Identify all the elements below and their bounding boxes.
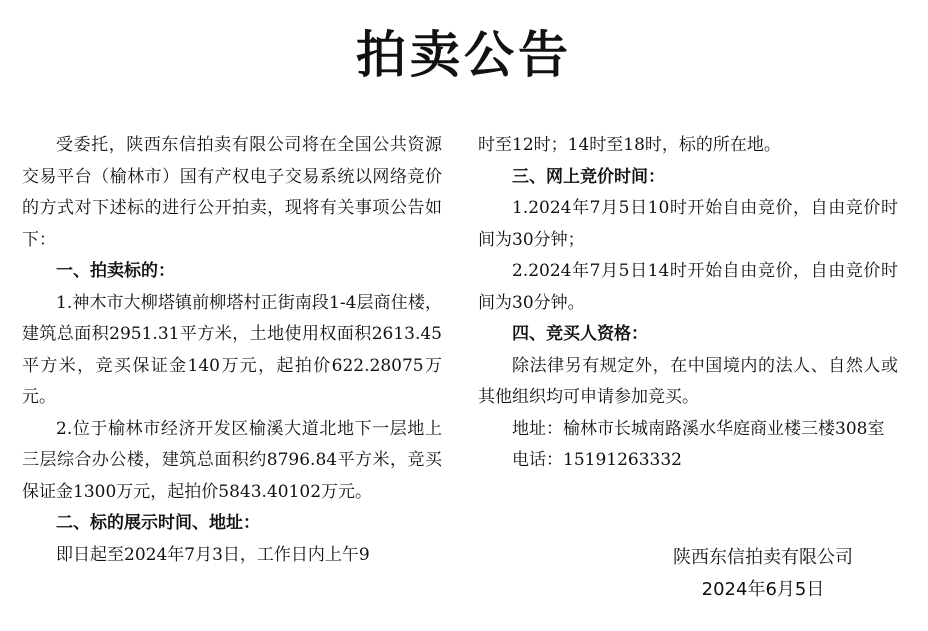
signoff-company: 陕西东信拍卖有限公司	[673, 547, 853, 568]
auction-item-1: 1.神木市大柳塔镇前柳塔村正街南段1-4层商住楼，建筑总面积2951.31平方米，土地使用权面积2613.45平方米，竞买保证金140万元，起拍价622.28075万元。	[22, 292, 442, 407]
section-heading-bidder-qualification: 四、竞买人资格：	[512, 324, 648, 344]
bidding-session-1: 1.2024年7月5日10时开始自由竞价，自由竞价时间为30分钟；	[478, 198, 898, 250]
contact-address: 地址：榆林市长城南路溪水华庭商业楼三楼308室	[512, 418, 885, 439]
bidding-session-2: 2.2024年7月5日14时开始自由竞价，自由竞价时间为30分钟。	[478, 261, 898, 313]
qualification-paragraph: 除法律另有规定外，在中国境内的法人、自然人或其他组织均可申请参加竞买。	[478, 355, 898, 407]
section-heading-display-time: 二、标的展示时间、地址：	[56, 513, 260, 533]
display-time-paragraph: 即日起至2024年7月3日，工作日内上午9	[56, 544, 370, 565]
display-time-continuation: 时至12时；14时至18时，标的所在地。	[478, 135, 781, 155]
left-column	[22, 130, 442, 571]
section-heading-bidding-time: 三、网上竞价时间：	[512, 166, 665, 187]
contact-phone: 电话：15191263332	[512, 450, 682, 470]
signoff-date: 2024年6月5日	[701, 579, 825, 600]
right-column	[478, 130, 898, 477]
notice-title: 拍卖公告	[356, 26, 572, 84]
intro-paragraph: 受委托，陕西东信拍卖有限公司将在全国公共资源交易平台（榆林市）国有产权电子交易系统以网络竞价的方式对下述标的进行公开拍卖，现将有关事项公告如下：	[22, 135, 442, 250]
section-heading-auction-items: 一、拍卖标的：	[56, 261, 175, 281]
auction-item-2: 2.位于榆林市经济开发区榆溪大道北地下一层地上三层综合办公楼，建筑总面积约8796.84平方米，竞买保证金1300万元，起拍价5843.40102万元。	[22, 418, 442, 502]
